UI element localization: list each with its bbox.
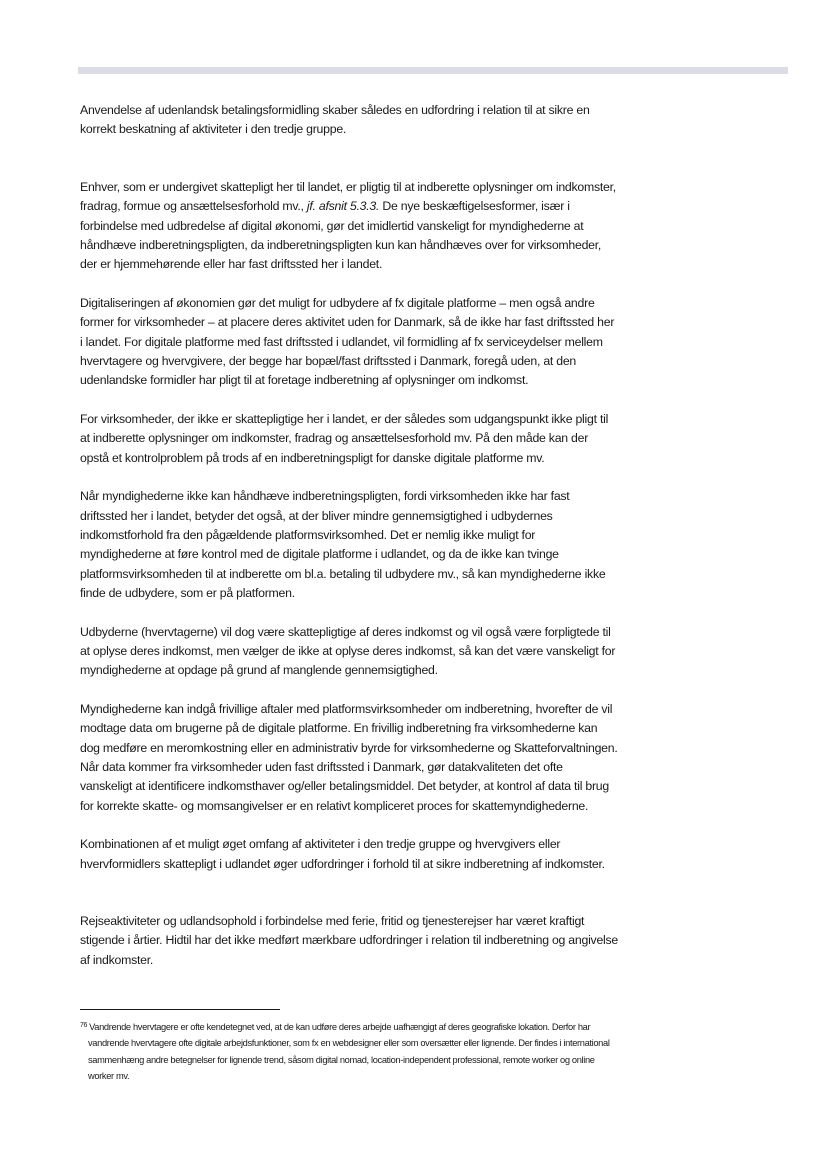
- footnote-text: Vandrende hvervtagere er ofte kendetegnet ved, at de kan udføre deres arbejde uafhængigt af deres geografiske lokation. Derfor har vandrende hvervtagere ofte digitale arbejdsfunktioner, som fx en webdesigner eller som oversætter eller lignende. Der findes i international sammenhæng andre betegnelser for lignende trend, såsom digital nomad, location-independent professional, remote worker og online worker mv.: [88, 1022, 610, 1082]
- paragraph-1: Anvendelse af udenlandsk betalingsformidling skaber således en udfordring i relation til at sikre en korrekt beskatning af aktiviteter i den tredje gruppe.: [80, 103, 590, 137]
- paragraph-3: Digitaliseringen af økonomien gør det muligt for udbydere af fx digitale platforme – men også andre former for virksomheder – at placere deres aktivitet uden for Danmark, så de ikke har fast driftssted her i landet. For digitale platforme med fast driftssted i udlandet, vil formidling af fx serviceydelser mellem hvervtagere og hvervgivere, der begge har bopæl/fast driftssted i Danmark, foregå uden, at den udenlandske formidler har pligt til at foretage indberetning af oplysninger om indkomst.: [80, 295, 615, 388]
- body-text: [80, 101, 618, 970]
- section-reference-link[interactable]: jf. afsnit 5.3.3.: [306, 199, 380, 214]
- paragraph-5: Når myndighederne ikke kan håndhæve indberetningspligten, fordi virksomheden ikke har fast driftssted her i landet, betyder det også, at der bliver mindre gennemsigtighed i udbydernes indkomstforhold fra den pågældende platformsvirksomhed. Det er nemlig ikke muligt for myndighederne at føre kontrol med de digitale platforme i udlandet, og da de ikke kan tvinge platformsvirksomheden til at indberette om bl.a. betaling til udbydere mv., så kan myndighederne ikke finde de udbydere, som er på platformen.: [80, 489, 606, 601]
- paragraph-7: Myndighederne kan indgå frivillige aftaler med platformsvirksomheder om indberetning, hvorefter de vil modtage data om brugerne på de digitale platforme. En frivillig indberetning fra virksomhederne kan dog medføre en meromkostning eller en administrativ byrde for virksomhederne og Skatteforvaltningen. Når data kommer fra virksomheder uden fast driftssted i Danmark, gør datakvaliteten det ofte vanskeligt at identificere indkomsthaver og/eller betalingsmiddel. Det betyder, at kontrol af data til brug for korrekte skatte- og momsangivelser er en relativt kompliceret proces for skattemyndighederne.: [80, 701, 618, 813]
- paragraph-2: [80, 178, 618, 275]
- footnote-rule: [80, 1009, 280, 1010]
- paragraph-6: Udbyderne (hvervtagerne) vil dog være skattepligtige af deres indkomst og vil også være forpligtede til at oplyse deres indkomst, men vælger de ikke at oplyse deres indkomst, så kan det være vanskeligt for myndighederne at opdage på grund af manglende gennemsigtighed.: [80, 624, 616, 678]
- paragraph-9: Rejseaktiviteter og udlandsophold i forbindelse med ferie, fritid og tjenesterejser har været kraftigt stigende i årtier. Hidtil har det ikke medført mærkbare udfordringer i relation til indberetning og angivelse af indkomster.: [80, 914, 619, 967]
- paragraph-8: Kombinationen af et muligt øget omfang af aktiviteter i den tredje gruppe og hvervgivers eller hvervformidlers skattepligt i udlandet øger udfordringer i forhold til at sikre indberetning af indkomster.: [80, 837, 605, 871]
- paragraph-2-text-b: De nye beskæftigelsesformer, især i forbindelse med udbredelse af digital økonomi, gør det imidlertid vanskeligt for myndighederne at håndhæve indberetningspligten, da indberetningspligten kun kan håndhæves over for virksomheder, der er hjemmehørende eller har fast driftssted her i landet.: [80, 199, 602, 272]
- header-rule: [78, 67, 788, 74]
- footnote: [80, 1018, 618, 1085]
- paragraph-2-text-a: Enhver, som er undergivet skattepligt her til landet, er pligtig til at indberette oplysninger om indkomster, fradrag, formue og ansættelsesforhold mv.,: [80, 179, 616, 214]
- paragraph-4: For virksomheder, der ikke er skattepligtige her i landet, er der således som udgangspunkt ikke pligt til at indberette oplysninger om indkomster, fradrag og ansættelsesforhold mv. På den måde kan der opstå et kontrolproblem på trods af en indberetningspligt for danske digitale platforme mv.: [80, 411, 609, 465]
- footnote-number: 76: [80, 1022, 88, 1029]
